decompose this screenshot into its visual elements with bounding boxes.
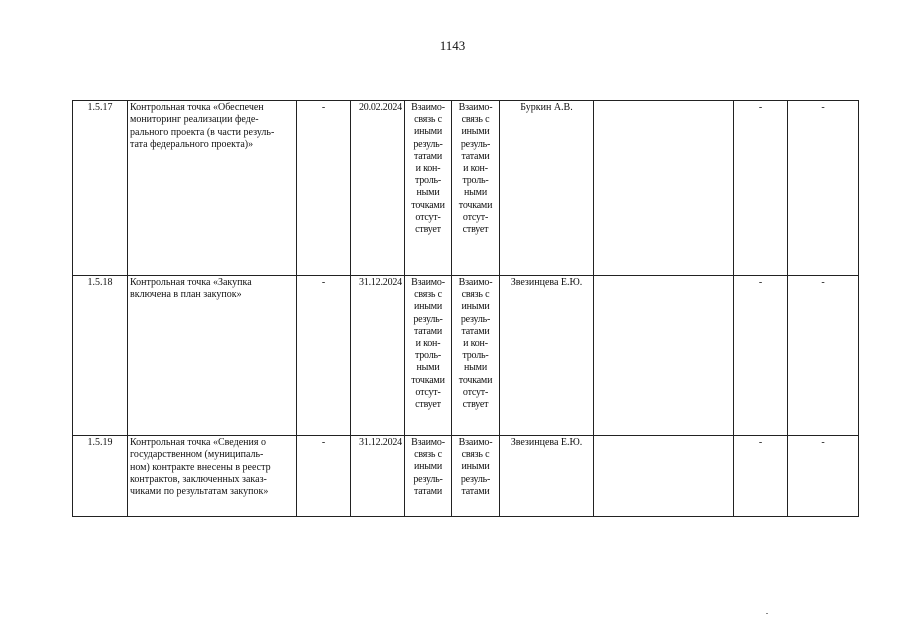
relation-predecessor-line: Взаимо- — [411, 437, 445, 448]
control-point-name-line: Контрольная точка «Закупка — [130, 277, 252, 288]
relation-successor-line: связь с — [461, 114, 490, 126]
due-date: 31.12.2024 — [351, 436, 405, 517]
relation-successor-line: связь с — [461, 289, 490, 301]
relation-successor — [452, 276, 500, 436]
relation-successor-line: троль- — [462, 350, 489, 362]
relation-predecessor-line: резуль- — [413, 473, 443, 485]
relation-successor-line: связь с — [461, 449, 490, 461]
control-point-name-line: контрактов, заключенных заказ- — [130, 473, 267, 485]
details-cell — [594, 276, 734, 436]
relation-predecessor-line: и кон- — [415, 338, 441, 350]
relation-predecessor-line: точками — [411, 199, 445, 211]
row-number: 1.5.18 — [73, 276, 128, 436]
responsible-person: Звезинцева Е.Ю. — [500, 436, 594, 517]
relation-successor-line: ствует — [462, 399, 489, 411]
relation-successor-line: татами — [461, 150, 490, 162]
relation-predecessor-line: отсут- — [415, 386, 441, 398]
scan-mark — [766, 613, 768, 614]
relation-successor-line: и кон- — [463, 163, 488, 175]
control-point-name — [128, 276, 297, 436]
relation-successor-line: ными — [464, 362, 487, 374]
relation-predecessor — [405, 436, 452, 517]
control-point-name-line: мониторинг реализации феде- — [130, 114, 259, 126]
relation-successor-line: иными — [461, 126, 490, 138]
relation-successor-line: Взаимо- — [458, 102, 493, 113]
relation-predecessor-line: и кон- — [415, 163, 441, 175]
relation-successor-line: ными — [464, 187, 487, 199]
relation-successor-line: точками — [458, 374, 493, 386]
relation-predecessor-line: связь с — [414, 114, 442, 126]
relation-successor-line: отсут- — [462, 386, 489, 398]
responsible-person: Звезинцева Е.Ю. — [500, 276, 594, 436]
control-point-name — [128, 436, 297, 517]
row-number: 1.5.19 — [73, 436, 128, 517]
control-point-name-line: Контрольная точка «Обеспечен — [130, 102, 264, 113]
relation-predecessor-line: татами — [413, 485, 443, 497]
relation-predecessor-line: татами — [413, 150, 443, 162]
control-point-name-line: рального проекта (в части резуль- — [130, 126, 275, 138]
base-value: - — [297, 436, 351, 517]
relation-predecessor-line: иными — [413, 461, 443, 473]
relation-predecessor-line: резуль- — [413, 138, 443, 150]
note-dash: - — [788, 101, 859, 276]
relation-predecessor-line: резуль- — [413, 313, 443, 325]
control-point-name-line: государственном (муниципаль- — [130, 449, 264, 461]
relation-predecessor-line: ствует — [415, 224, 441, 236]
relation-successor-line: троль- — [462, 175, 489, 187]
relation-predecessor-line: отсут- — [415, 211, 441, 223]
relation-successor-line: точками — [458, 199, 493, 211]
note-dash: - — [788, 276, 859, 436]
control-point-name-line: включена в план закупок» — [130, 289, 242, 301]
relation-predecessor-line: связь с — [414, 449, 442, 461]
relation-successor-line: и кон- — [463, 338, 488, 350]
control-point-name — [128, 101, 297, 276]
relation-predecessor-line: связь с — [414, 289, 442, 301]
relation-predecessor-line: татами — [413, 325, 443, 337]
table-row — [73, 436, 859, 517]
control-point-name-line: тата федерального проекта)» — [130, 138, 254, 150]
due-date: 20.02.2024 — [351, 101, 405, 276]
relation-predecessor-line: троль- — [414, 175, 442, 187]
relation-predecessor-line: точками — [411, 374, 445, 386]
relation-predecessor — [405, 276, 452, 436]
relation-successor-line: резуль- — [460, 313, 491, 325]
details-cell — [594, 101, 734, 276]
relation-successor-line: отсут- — [462, 211, 489, 223]
relation-successor — [452, 436, 500, 517]
relation-predecessor — [405, 101, 452, 276]
details-cell — [594, 436, 734, 517]
relation-predecessor-line: ствует — [415, 399, 441, 411]
note-dash: - — [788, 436, 859, 517]
base-value: - — [297, 101, 351, 276]
relation-successor-line: иными — [461, 461, 490, 473]
relation-predecessor-line: Взаимо- — [411, 102, 445, 113]
relation-predecessor-line: иными — [413, 301, 443, 313]
control-points-table — [72, 100, 859, 517]
relation-predecessor-line: троль- — [414, 350, 442, 362]
relation-successor-line: ствует — [462, 224, 489, 236]
table-row — [73, 101, 859, 276]
due-date: 31.12.2024 — [351, 276, 405, 436]
relation-successor-line: Взаимо- — [458, 277, 493, 288]
base-value: - — [297, 276, 351, 436]
relation-predecessor-line: ными — [416, 362, 440, 374]
relation-successor-line: татами — [461, 325, 490, 337]
table-row — [73, 276, 859, 436]
relation-successor — [452, 101, 500, 276]
relation-successor-line: Взаимо- — [458, 437, 493, 448]
relation-predecessor-line: иными — [413, 126, 443, 138]
relation-successor-line: резуль- — [460, 138, 491, 150]
control-point-name-line: Контрольная точка «Сведения о — [130, 437, 266, 448]
status-dash: - — [734, 101, 788, 276]
status-dash: - — [734, 436, 788, 517]
row-number: 1.5.17 — [73, 101, 128, 276]
relation-predecessor-line: ными — [416, 187, 440, 199]
page-number: 1143 — [439, 38, 466, 53]
relation-successor-line: татами — [461, 485, 490, 497]
relation-predecessor-line: Взаимо- — [411, 277, 445, 288]
responsible-person: Буркин А.В. — [500, 101, 594, 276]
relation-successor-line: резуль- — [460, 473, 491, 485]
relation-successor-line: иными — [461, 301, 490, 313]
control-point-name-line: ном) контракте внесены в реестр — [130, 461, 271, 473]
status-dash: - — [734, 276, 788, 436]
control-point-name-line: чиками по результатам закупок» — [130, 486, 269, 498]
